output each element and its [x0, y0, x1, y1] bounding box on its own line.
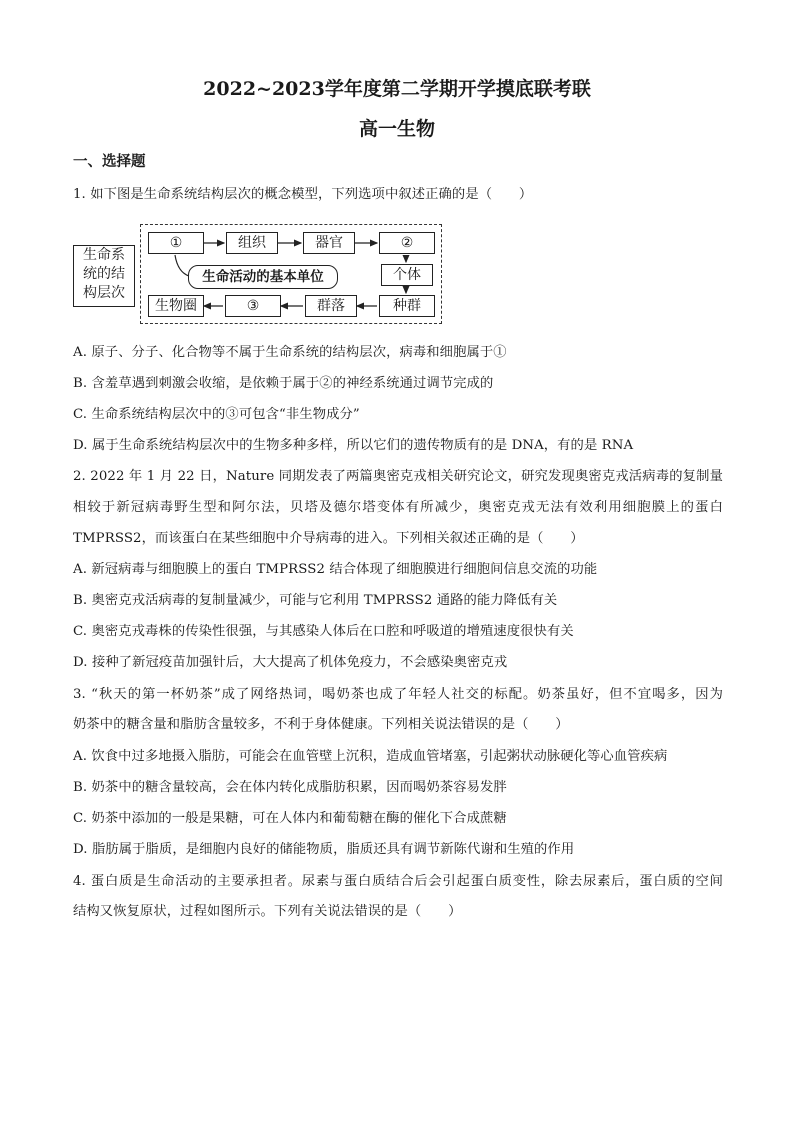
diagram-arrows	[73, 224, 443, 324]
life-system-diagram	[73, 224, 443, 324]
q2-stem-line: 2. 2022 年 1 月 22 日，Nature 同期发表了两篇奥密克戎相关研究论文，研究发现奥密克戎活病毒的复制量	[73, 469, 723, 484]
q3-option-b: B. 奶茶中的糖含量较高，会在体内转化成脂肪积累，因而喝奶茶容易发胖	[73, 780, 507, 795]
q3-option-c: C. 奶茶中添加的一般是果糖，可在人体内和葡萄糖在酶的催化下合成蔗糖	[73, 811, 507, 826]
box-biosphere: 生物圈	[148, 295, 204, 317]
q3-stem-line: 奶茶中的糖含量和脂肪含量较多，不利于身体健康。下列相关说法错误的是（ ）	[73, 717, 569, 732]
q3-option-a: A. 饮食中过多地摄入脂肪，可能会在血管壁上沉积，造成血管堵塞，引起粥状动脉硬化等心血管疾病	[73, 749, 668, 764]
q2-stem-line: TMPRSS2，而该蛋白在某些细胞中介导病毒的进入。下列相关叙述正确的是（ ）	[73, 531, 584, 546]
q2-option-b: B. 奥密克戎活病毒的复制量减少，可能与它利用 TMPRSS2 通路的能力降低有关	[73, 593, 558, 608]
q1-option-b: B. 含羞草遇到刺激会收缩，是依赖于属于②的神经系统通过调节完成的	[73, 376, 494, 391]
box-individual: 个体	[381, 264, 433, 286]
q2-option-a: A. 新冠病毒与细胞膜上的蛋白 TMPRSS2 结合体现了细胞膜进行细胞间信息交流的功能	[73, 562, 598, 577]
q2-option-d: D. 接种了新冠疫苗加强针后，大大提高了机体免疫力，不会感染奥密克戎	[73, 655, 508, 670]
side-label-line: 构层次	[83, 285, 125, 301]
q4-stem-line: 结构又恢复原状，过程如图所示。下列有关说法错误的是（ ）	[73, 904, 462, 919]
q4-stem-line: 4. 蛋白质是生命活动的主要承担者。尿素与蛋白质结合后会引起蛋白质变性，除去尿素后，蛋白质的空间	[73, 874, 723, 889]
box-community: 群落	[305, 295, 357, 317]
q1-option-d: D. 属于生命系统结构层次中的生物多种多样，所以它们的遗传物质有的是 DNA，有的是 RNA	[73, 438, 634, 453]
box-1: ①	[148, 232, 204, 254]
q1-option-a: A. 原子、分子、化合物等不属于生命系统的结构层次，病毒和细胞属于①	[73, 345, 507, 360]
exam-subject: 高一生物	[358, 118, 435, 140]
box-3: ③	[225, 295, 281, 317]
side-label-line: 统的结	[83, 266, 125, 282]
q2-stem-line: 相较于新冠病毒野生型和阿尔法，贝塔及德尔塔变体有所减少，奥密克戎无法有效利用细胞膜上的蛋白	[73, 500, 723, 515]
q1-option-c: C. 生命系统结构层次中的③可包含“非生物成分”	[73, 407, 360, 422]
box-organ: 器官	[303, 232, 355, 254]
box-tissue: 组织	[226, 232, 278, 254]
q3-stem-line: 3. “秋天的第一杯奶茶”成了网络热词，喝奶茶也成了年轻人社交的标配。奶茶虽好，但不宜喝多，因为	[73, 687, 723, 702]
q3-option-d: D. 脂肪属于脂质，是细胞内良好的储能物质，脂质还具有调节新陈代谢和生殖的作用	[73, 842, 575, 857]
box-population: 种群	[379, 295, 435, 317]
section-heading: 一、选择题	[73, 153, 146, 170]
side-label-line: 生命系	[83, 247, 125, 263]
q1-stem: 1. 如下图是生命系统结构层次的概念模型，下列选项中叙述正确的是（ ）	[73, 187, 533, 202]
q2-option-c: C. 奥密克戎毒株的传染性很强，与其感染人体后在口腔和呼吸道的增殖速度很快有关	[73, 624, 574, 639]
box-2: ②	[379, 232, 435, 254]
exam-title: 2022~2023学年度第二学期开学摸底联考联	[203, 78, 591, 100]
callout-basic-unit: 生命活动的基本单位	[188, 265, 338, 289]
